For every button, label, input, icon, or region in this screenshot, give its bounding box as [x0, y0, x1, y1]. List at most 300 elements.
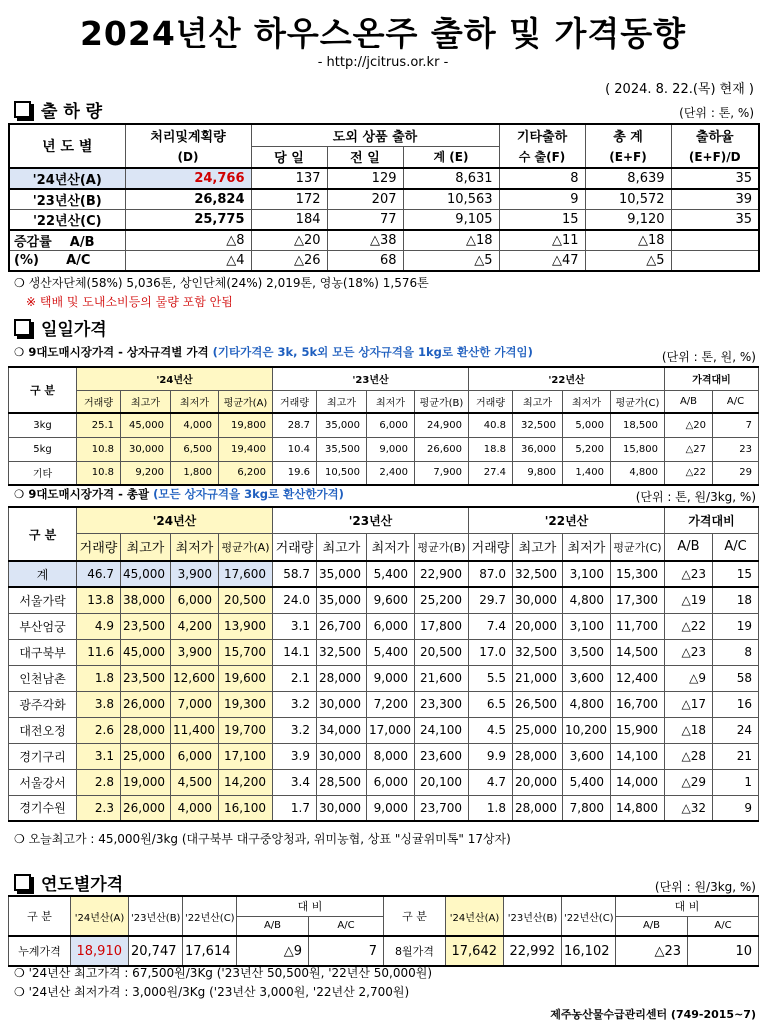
- cell-max-22: 30,000: [513, 587, 563, 613]
- cell-ratio-ac: 7: [713, 413, 759, 437]
- table-row: [9, 665, 759, 691]
- cell-ratio-ac: 21: [713, 743, 759, 769]
- col-ab: A/B: [237, 916, 309, 936]
- cell-max-22: 28,000: [513, 743, 563, 769]
- cell-avg-22: 12,400: [611, 665, 665, 691]
- yearly-right-ac: 10: [688, 936, 759, 966]
- cell-max-23: 26,700: [317, 613, 367, 639]
- cell-min-22: 3,600: [563, 743, 611, 769]
- col-max: 최고가: [513, 533, 563, 561]
- cell-avg-23: 23,300: [415, 691, 469, 717]
- col-ac: A/C: [309, 916, 384, 936]
- change-export: △11: [499, 230, 585, 251]
- col-vol: 거래량: [77, 533, 121, 561]
- yearly-title-text: 연도별가격: [41, 875, 124, 895]
- cell-avg-24: 17,600: [219, 561, 273, 587]
- cell-min-22: 1,400: [563, 461, 611, 485]
- col-min: 최저가: [367, 390, 415, 413]
- daily-unit1: (단위 : 톤, 원, %): [661, 350, 756, 364]
- row-today: 172: [251, 189, 327, 210]
- cell-min-23: 5,400: [367, 561, 415, 587]
- col-y23: '23년산: [273, 507, 469, 533]
- col-ab: A/B: [665, 390, 713, 413]
- col-min: 최저가: [171, 533, 219, 561]
- cell-vol-23: 28.7: [273, 413, 317, 437]
- cell-max-23: 28,500: [317, 769, 367, 795]
- row-rate: 35: [671, 210, 759, 231]
- cell-min-23: 9,600: [367, 587, 415, 613]
- cell-ratio-ab: △20: [665, 413, 713, 437]
- col-avg-c: 평균가(C): [611, 390, 665, 413]
- col-prev: 전 일: [327, 146, 403, 168]
- shipment-title-text: 출 하 량: [41, 102, 103, 122]
- col-y24: '24년산: [77, 507, 273, 533]
- cell-max-24: 23,500: [121, 665, 171, 691]
- col-avg-b: 평균가(B): [415, 533, 469, 561]
- cell-max-22: 9,800: [513, 461, 563, 485]
- cell-min-22: 3,600: [563, 665, 611, 691]
- cell-ratio-ab: △18: [665, 717, 713, 743]
- cell-max-24: 45,000: [121, 413, 171, 437]
- cell-ratio-ac: 15: [713, 561, 759, 587]
- daily-section-title: [14, 315, 107, 340]
- cell-avg-23: 25,200: [415, 587, 469, 613]
- yearly-left-b: 20,747: [129, 936, 183, 966]
- cell-vol-23: 19.6: [273, 461, 317, 485]
- table-row: [9, 587, 759, 613]
- checkbox-square-icon: [14, 874, 31, 891]
- col-vol: 거래량: [273, 533, 317, 561]
- cell-vol-23: 58.7: [273, 561, 317, 587]
- cell-vol-22: 5.5: [469, 665, 513, 691]
- col-vol: 거래량: [77, 390, 121, 413]
- table-row: [9, 613, 759, 639]
- cell-max-24: 26,000: [121, 691, 171, 717]
- table-row: [9, 437, 759, 461]
- cell-min-22: 7,800: [563, 795, 611, 821]
- cell-min-22: 5,200: [563, 437, 611, 461]
- row-today: 184: [251, 210, 327, 231]
- cell-ratio-ab: △27: [665, 437, 713, 461]
- change-row-label: [9, 230, 125, 251]
- row-name: 경기구리: [9, 743, 77, 769]
- col-gubun: 구 분: [9, 507, 77, 561]
- change-plan: △8: [125, 230, 251, 251]
- change-total: △5: [403, 251, 499, 271]
- table-row: [9, 230, 759, 251]
- cell-max-23: 30,000: [317, 795, 367, 821]
- cell-min-23: 8,000: [367, 743, 415, 769]
- sub2-highlight: (모든 상자규격을 3kg로 환산한가격): [153, 487, 344, 501]
- change-rate: [671, 251, 759, 271]
- cell-min-24: 11,400: [171, 717, 219, 743]
- table-row: [9, 936, 759, 966]
- yearly-right-a: 17,642: [446, 936, 504, 966]
- cell-min-22: 4,800: [563, 587, 611, 613]
- yearly-note-max: ❍ '24년산 최고가격 : 67,500원/3Kg ('23년산 50,500원, '22년산 50,000원): [14, 966, 433, 980]
- row-name: 부산엄궁: [9, 613, 77, 639]
- cell-min-24: 4,000: [171, 795, 219, 821]
- col-gubun: 구 분: [384, 896, 446, 936]
- yearly-section-title: [14, 870, 123, 895]
- cell-vol-22: 27.4: [469, 461, 513, 485]
- cell-avg-24: 13,900: [219, 613, 273, 639]
- cell-max-23: 34,000: [317, 717, 367, 743]
- yearly-left-name: 누계가격: [9, 936, 71, 966]
- cell-ratio-ac: 23: [713, 437, 759, 461]
- cell-avg-23: 17,800: [415, 613, 469, 639]
- cell-min-22: 3,100: [563, 561, 611, 587]
- change-code: A/B: [69, 235, 95, 250]
- cell-max-24: 45,000: [121, 639, 171, 665]
- cell-ratio-ab: △28: [665, 743, 713, 769]
- cell-ratio-ab: △17: [665, 691, 713, 717]
- col-y22: '22년산: [469, 367, 665, 390]
- cell-max-23: 10,500: [317, 461, 367, 485]
- col-max: 최고가: [317, 533, 367, 561]
- cell-vol-24: 10.8: [77, 437, 121, 461]
- yearly-left-c: 17,614: [183, 936, 237, 966]
- yearly-right-name: 8월가격: [384, 936, 446, 966]
- cell-vol-24: 4.9: [77, 613, 121, 639]
- row-export: 8: [499, 168, 585, 189]
- cell-ratio-ac: 9: [713, 795, 759, 821]
- daily-unit2: (단위 : 톤, 원/3kg, %): [635, 490, 756, 504]
- change-sum: △5: [585, 251, 671, 271]
- cell-vol-24: 46.7: [77, 561, 121, 587]
- cell-avg-23: 26,600: [415, 437, 469, 461]
- cell-min-24: 6,000: [171, 743, 219, 769]
- cell-min-24: 12,600: [171, 665, 219, 691]
- col-sum-code: (E+F): [585, 146, 671, 168]
- cell-max-24: 38,000: [121, 587, 171, 613]
- cell-max-23: 35,000: [317, 413, 367, 437]
- cell-max-24: 30,000: [121, 437, 171, 461]
- cell-avg-22: 4,800: [611, 461, 665, 485]
- cell-avg-22: 14,500: [611, 639, 665, 665]
- cell-ratio-ab: △29: [665, 769, 713, 795]
- col-min: 최저가: [563, 533, 611, 561]
- cell-max-23: 30,000: [317, 743, 367, 769]
- yearly-right-c: 16,102: [562, 936, 616, 966]
- cell-ratio-ac: 18: [713, 587, 759, 613]
- cell-max-22: 25,000: [513, 717, 563, 743]
- col-a: '24년산(A): [71, 896, 129, 936]
- cell-vol-24: 10.8: [77, 461, 121, 485]
- cell-vol-24: 2.3: [77, 795, 121, 821]
- col-other: 기타출하: [499, 124, 585, 146]
- shipment-table: [8, 123, 760, 272]
- cell-vol-23: 10.4: [273, 437, 317, 461]
- cell-min-23: 9,000: [367, 795, 415, 821]
- row-name: 서울강서: [9, 769, 77, 795]
- row-rate: 39: [671, 189, 759, 210]
- row-total: 9,105: [403, 210, 499, 231]
- cell-min-22: 3,500: [563, 639, 611, 665]
- cell-avg-23: 24,100: [415, 717, 469, 743]
- cell-vol-24: 11.6: [77, 639, 121, 665]
- col-ac: A/C: [713, 533, 759, 561]
- cell-ratio-ab: △32: [665, 795, 713, 821]
- col-plan: 처리및계획량: [125, 124, 251, 146]
- cell-avg-24: 19,600: [219, 665, 273, 691]
- cell-avg-24: 19,700: [219, 717, 273, 743]
- daily-sub2: [14, 486, 344, 502]
- col-avg-a: 평균가(A): [219, 390, 273, 413]
- cell-ratio-ac: 19: [713, 613, 759, 639]
- cell-avg-22: 15,800: [611, 437, 665, 461]
- cell-avg-23: 22,900: [415, 561, 469, 587]
- col-b: '23년산(B): [504, 896, 562, 936]
- table-row: [9, 795, 759, 821]
- row-sum: 9,120: [585, 210, 671, 231]
- col-max: 최고가: [121, 533, 171, 561]
- col-export: 수 출(F): [499, 146, 585, 168]
- cell-max-24: 19,000: [121, 769, 171, 795]
- yearly-left-ab: △9: [237, 936, 309, 966]
- row-name: 대전오정: [9, 717, 77, 743]
- change-prev: △38: [327, 230, 403, 251]
- cell-min-23: 6,000: [367, 413, 415, 437]
- cell-min-23: 7,200: [367, 691, 415, 717]
- cell-max-23: 32,500: [317, 639, 367, 665]
- cell-min-24: 7,000: [171, 691, 219, 717]
- cell-min-24: 3,900: [171, 639, 219, 665]
- cell-avg-22: 15,900: [611, 717, 665, 743]
- col-ab: A/B: [665, 533, 713, 561]
- cell-avg-22: 16,700: [611, 691, 665, 717]
- cell-min-24: 4,000: [171, 413, 219, 437]
- change-row-label: [9, 251, 125, 271]
- cell-vol-22: 4.7: [469, 769, 513, 795]
- row-name: 광주각화: [9, 691, 77, 717]
- col-y23: '23년산: [273, 367, 469, 390]
- cell-ratio-ab: △19: [665, 587, 713, 613]
- row-name: 경기수원: [9, 795, 77, 821]
- daily-sub1: [14, 344, 533, 360]
- shipment-unit: (단위 : 톤, %): [679, 106, 754, 120]
- cell-avg-23: 23,600: [415, 743, 469, 769]
- cell-vol-23: 3.1: [273, 613, 317, 639]
- shipment-disclaimer: ※ 택배 및 도내소비등의 물량 포함 안됨: [26, 295, 233, 309]
- cell-max-23: 35,000: [317, 561, 367, 587]
- page-title: 2024년산 하우스온주 출하 및 가격동향: [79, 14, 687, 53]
- col-min: 최저가: [563, 390, 611, 413]
- col-compare: 가격대비: [665, 507, 759, 533]
- cell-avg-22: 15,300: [611, 561, 665, 587]
- row-plan: 24,766: [125, 168, 251, 189]
- daily-note: ❍ 오늘최고가 : 45,000원/3kg (대구북부 대구중앙청과, 위미농협, 상표 "싱귤위미톡" 17상자): [14, 832, 511, 846]
- cell-min-23: 6,000: [367, 769, 415, 795]
- row-sum: 10,572: [585, 189, 671, 210]
- col-avg-c: 평균가(C): [611, 533, 665, 561]
- footer-org: 제주농산물수급관리센터 (749-2015~7): [550, 1008, 756, 1021]
- col-gubun: 구 분: [9, 367, 77, 413]
- cell-vol-22: 40.8: [469, 413, 513, 437]
- col-plan-code: (D): [125, 146, 251, 168]
- cell-ratio-ac: 29: [713, 461, 759, 485]
- cell-vol-22: 17.0: [469, 639, 513, 665]
- col-gubun: 구 분: [9, 896, 71, 936]
- cell-vol-22: 18.8: [469, 437, 513, 461]
- cell-avg-22: 18,500: [611, 413, 665, 437]
- cell-ratio-ab: △23: [665, 561, 713, 587]
- cell-min-24: 1,800: [171, 461, 219, 485]
- cell-ratio-ac: 8: [713, 639, 759, 665]
- cell-max-23: 35,000: [317, 587, 367, 613]
- change-prev: 68: [327, 251, 403, 271]
- sub1-highlight: (기타가격은 3k, 5k외 모든 상자규격을 1kg로 환산한 가격임): [212, 345, 533, 359]
- change-total: △18: [403, 230, 499, 251]
- yearly-right-ab: △23: [616, 936, 688, 966]
- col-c: '22년산(C): [562, 896, 616, 936]
- table-row: [9, 413, 759, 437]
- table-row: [9, 461, 759, 485]
- table-row: [9, 210, 759, 231]
- yearly-left-a: 18,910: [71, 936, 129, 966]
- cell-min-22: 5,000: [563, 413, 611, 437]
- col-year: 년 도 별: [9, 124, 125, 168]
- size-price-table: [8, 366, 759, 486]
- cell-max-22: 32,500: [513, 639, 563, 665]
- table-row: [9, 691, 759, 717]
- cell-vol-24: 2.8: [77, 769, 121, 795]
- yearly-price-table: [8, 895, 759, 967]
- col-min: 최저가: [171, 390, 219, 413]
- table-row: [9, 769, 759, 795]
- cell-avg-22: 17,300: [611, 587, 665, 613]
- col-vol: 거래량: [469, 390, 513, 413]
- cell-ratio-ac: 16: [713, 691, 759, 717]
- cell-avg-24: 14,200: [219, 769, 273, 795]
- cell-ratio-ac: 58: [713, 665, 759, 691]
- cell-min-22: 4,800: [563, 691, 611, 717]
- cell-avg-22: 14,000: [611, 769, 665, 795]
- cell-avg-24: 17,100: [219, 743, 273, 769]
- col-rate-code: (E+F)/D: [671, 146, 759, 168]
- cell-vol-22: 87.0: [469, 561, 513, 587]
- cell-min-24: 6,500: [171, 437, 219, 461]
- cell-avg-23: 7,900: [415, 461, 469, 485]
- cell-avg-24: 19,400: [219, 437, 273, 461]
- cell-min-23: 5,400: [367, 639, 415, 665]
- cell-max-22: 32,500: [513, 561, 563, 587]
- cell-max-23: 35,500: [317, 437, 367, 461]
- cell-vol-23: 14.1: [273, 639, 317, 665]
- change-rate: [671, 230, 759, 251]
- change-sum: △18: [585, 230, 671, 251]
- cell-max-22: 20,000: [513, 769, 563, 795]
- cell-min-23: 9,000: [367, 437, 415, 461]
- row-name: 인천남촌: [9, 665, 77, 691]
- col-compare: 대 비: [616, 896, 759, 916]
- cell-max-22: 20,000: [513, 613, 563, 639]
- cell-min-24: 4,200: [171, 613, 219, 639]
- yearly-right-b: 22,992: [504, 936, 562, 966]
- daily-title-text: 일일가격: [41, 320, 107, 340]
- cell-vol-24: 13.8: [77, 587, 121, 613]
- cell-avg-23: 23,700: [415, 795, 469, 821]
- cell-min-23: 9,000: [367, 665, 415, 691]
- cell-min-23: 6,000: [367, 613, 415, 639]
- table-row: [9, 251, 759, 271]
- row-prev: 207: [327, 189, 403, 210]
- row-today: 137: [251, 168, 327, 189]
- row-name: 기타: [9, 461, 77, 485]
- change-plan: △4: [125, 251, 251, 271]
- cell-max-24: 26,000: [121, 795, 171, 821]
- col-ab: A/B: [616, 916, 688, 936]
- cell-max-22: 21,000: [513, 665, 563, 691]
- row-name: 3kg: [9, 413, 77, 437]
- col-max: 최고가: [121, 390, 171, 413]
- cell-min-24: 4,500: [171, 769, 219, 795]
- cell-vol-23: 24.0: [273, 587, 317, 613]
- cell-min-22: 5,400: [563, 769, 611, 795]
- cell-avg-24: 19,300: [219, 691, 273, 717]
- site-url[interactable]: - http://jcitrus.or.kr -: [317, 55, 449, 70]
- row-sum: 8,639: [585, 168, 671, 189]
- table-row: [9, 717, 759, 743]
- report-date: ( 2024. 8. 22.(목) 현재 ): [605, 82, 754, 97]
- table-row: [9, 639, 759, 665]
- cell-avg-22: 11,700: [611, 613, 665, 639]
- col-avg-a: 평균가(A): [219, 533, 273, 561]
- sub1-prefix: ❍ 9대도매시장가격 - 상자규격별 가격: [14, 345, 209, 359]
- col-ac: A/C: [713, 390, 759, 413]
- row-export: 15: [499, 210, 585, 231]
- cell-max-22: 26,500: [513, 691, 563, 717]
- col-compare: 가격대비: [665, 367, 759, 390]
- checkbox-square-icon: [14, 101, 31, 118]
- col-max: 최고가: [317, 390, 367, 413]
- col-compare: 대 비: [237, 896, 384, 916]
- col-today: 당 일: [251, 146, 327, 168]
- col-a: '24년산(A): [446, 896, 504, 936]
- cell-avg-23: 24,900: [415, 413, 469, 437]
- cell-avg-24: 20,500: [219, 587, 273, 613]
- table-row: [9, 189, 759, 210]
- cell-min-23: 17,000: [367, 717, 415, 743]
- cell-min-24: 3,900: [171, 561, 219, 587]
- cell-vol-23: 3.4: [273, 769, 317, 795]
- cell-max-23: 28,000: [317, 665, 367, 691]
- change-today: △26: [251, 251, 327, 271]
- row-year: '22년산(C): [9, 210, 125, 231]
- cell-vol-24: 25.1: [77, 413, 121, 437]
- cell-ratio-ac: 24: [713, 717, 759, 743]
- cell-vol-23: 3.9: [273, 743, 317, 769]
- cell-vol-22: 9.9: [469, 743, 513, 769]
- col-min: 최저가: [367, 533, 415, 561]
- row-rate: 35: [671, 168, 759, 189]
- change-pct: (%): [14, 252, 39, 268]
- cell-avg-23: 20,500: [415, 639, 469, 665]
- change-today: △20: [251, 230, 327, 251]
- row-prev: 77: [327, 210, 403, 231]
- cell-vol-23: 1.7: [273, 795, 317, 821]
- cell-max-24: 25,000: [121, 743, 171, 769]
- cell-vol-22: 7.4: [469, 613, 513, 639]
- cell-min-23: 2,400: [367, 461, 415, 485]
- cell-vol-23: 3.2: [273, 717, 317, 743]
- cell-min-24: 6,000: [171, 587, 219, 613]
- shipment-section-title: [14, 97, 102, 122]
- change-label: 증감률: [14, 235, 52, 250]
- col-rate: 출하율: [671, 124, 759, 146]
- row-name: 대구북부: [9, 639, 77, 665]
- row-name: 서울가락: [9, 587, 77, 613]
